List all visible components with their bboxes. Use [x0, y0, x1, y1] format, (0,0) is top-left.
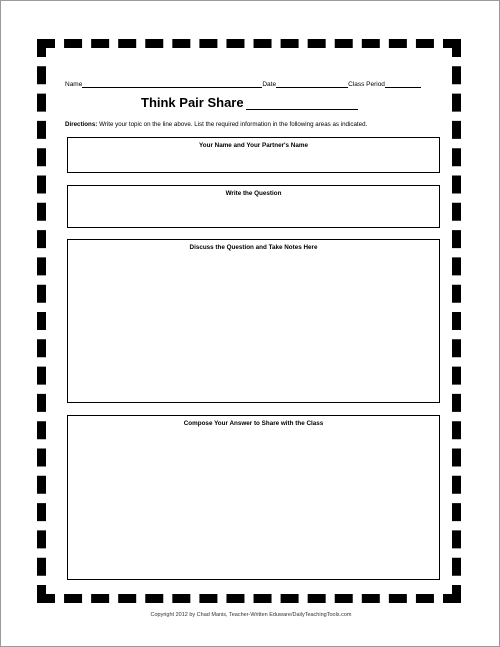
names-box-label: Your Name and Your Partner's Name: [199, 142, 308, 149]
notes-box-label: Discuss the Question and Take Notes Here: [189, 244, 318, 251]
class-period-blank[interactable]: [385, 80, 421, 88]
class-period-label: Class Period: [348, 81, 385, 88]
names-box[interactable]: [67, 137, 440, 173]
name-label: Name: [65, 81, 83, 88]
answer-box-label: Compose Your Answer to Share with the Class: [183, 420, 324, 427]
directions: [65, 121, 445, 128]
date-blank[interactable]: [276, 80, 348, 88]
question-box[interactable]: [67, 185, 440, 228]
date-label: Date: [262, 81, 277, 88]
question-box-label: Write the Question: [225, 190, 282, 197]
page-title: Think Pair Share: [141, 95, 244, 110]
header-fields: [65, 80, 445, 88]
copyright-footer: Copyright 2012 by Chad Manis, Teacher-Written Eduware/DailyTeachingTools.com: [150, 612, 352, 618]
name-blank[interactable]: [82, 80, 262, 88]
notes-box[interactable]: [67, 239, 440, 403]
answer-box[interactable]: [67, 415, 440, 580]
title-row: [141, 95, 358, 110]
topic-blank[interactable]: [246, 97, 358, 110]
directions-label: Directions:: [65, 121, 98, 128]
directions-text: Write your topic on the line above. List the required information in the following areas as indicated.: [99, 121, 368, 128]
